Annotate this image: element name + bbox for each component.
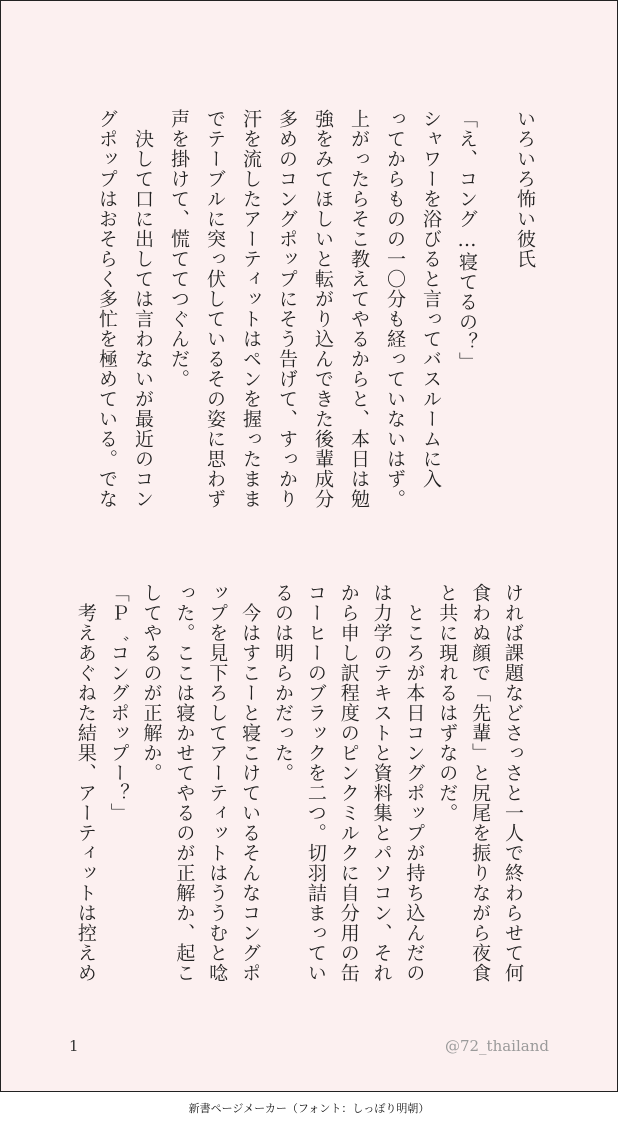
text-column: 汗を流したアーティットはペンを握ったまま xyxy=(240,109,262,509)
text-column: コーヒーのブラックを二つ。切羽詰まってい xyxy=(304,583,327,983)
text-column: でテーブルに突っ伏しているその姿に思わず xyxy=(204,109,226,509)
title-gap xyxy=(485,109,531,529)
text-column: った。ここは寝かせてやるのが正解か、起こ xyxy=(173,583,196,983)
text-column: 多めのコングポップにそう告げて、すっかり xyxy=(276,109,298,509)
text-column: るのは明らかだった。 xyxy=(271,583,294,783)
text-column: 「え、コング…寝てるの？」 xyxy=(456,109,478,372)
text-column: 声を掛けて、慌ててつぐんだ。 xyxy=(168,109,190,389)
text-column: ければ課題などさっさと一人で終わらせて何 xyxy=(502,583,524,983)
generator-credit: 新書ページメーカー（フォント：しっぽり明朝） xyxy=(188,1102,430,1115)
lower-text-block xyxy=(71,583,531,1003)
text-column: から申し訳程度のピンクミルクに自分用の缶 xyxy=(337,583,360,983)
text-column: 今はすこーと寝こけているそんなコングポ xyxy=(239,583,262,983)
text-column: 「Ｐ゛コングポップー？」 xyxy=(107,583,130,823)
author-handle: @72_thailand xyxy=(444,1037,549,1055)
text-column: 強をみてほしいと転がり込んできた後輩成分 xyxy=(312,109,334,509)
text-column: ってからものの一〇分も経っていないはず。 xyxy=(384,109,406,509)
text-column: グポップはおそらく多忙を極めている。でな xyxy=(96,109,118,509)
text-column: 決して口に出しては言わないが最近のコン xyxy=(132,109,154,509)
text-column: 食わぬ顔で「先輩」と尻尾を振りながら夜食 xyxy=(469,583,492,983)
text-column: ところが本日コングポップが持ち込んだの xyxy=(403,583,426,983)
story-title: いろいろ怖い彼氏 xyxy=(514,109,536,269)
upper-text-block xyxy=(71,109,531,529)
text-column: 考えあぐねた結果、アーティットは控えめ xyxy=(74,583,97,983)
text-column: は力学のテキストと資料集とパソコン、それ xyxy=(370,583,393,983)
text-column: 上がったらそこ教えてやるからと、本日は勉 xyxy=(348,109,370,509)
text-column: と共に現れるはずなのだ。 xyxy=(436,583,459,823)
text-column: してやるのが正解か。 xyxy=(140,583,163,783)
page-number: 1 xyxy=(69,1037,79,1055)
text-column: ップを見下ろしてアーティットはううむと唸 xyxy=(206,583,229,983)
text-column: シャワーを浴びると言ってバスルームに入 xyxy=(420,109,442,489)
